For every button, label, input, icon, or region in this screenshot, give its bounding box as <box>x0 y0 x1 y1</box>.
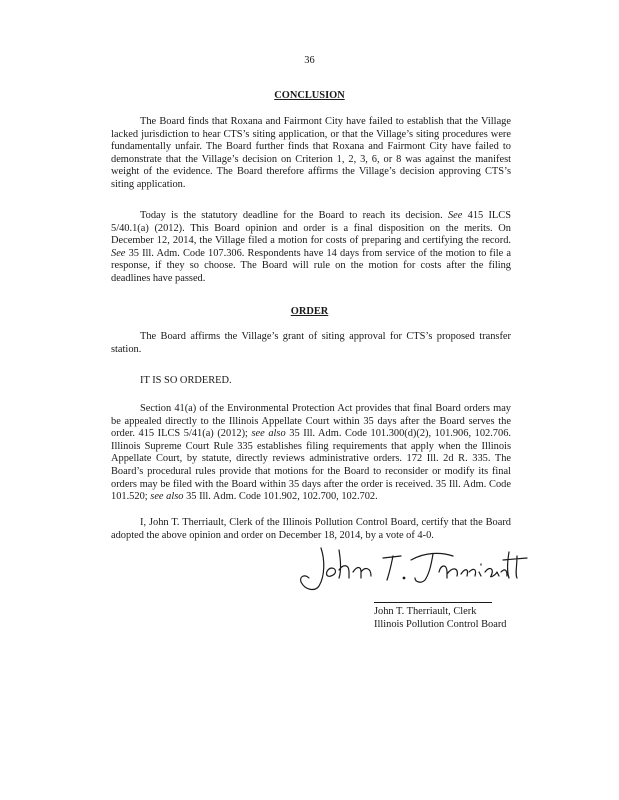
text-run: 415 ILCS 5/40.1(a) (2012). This Board opinion and order is a final disposition on the merits. On December 12, 2014, the Village filed a motion for costs of preparing and certifying the record. <box>111 210 511 247</box>
appeal-paragraph <box>111 403 511 504</box>
text-run: 35 Ill. Adm. Code 107.306. Respondents have 14 days from service of the motion to file a response, if they so choose. The Board will rule on the motion for costs after the filing deadlines have passed. <box>111 247 511 284</box>
text-run: 35 Ill. Adm. Code 101.300(d)(2), 101.906, 102.706. Illinois Supreme Court Rule 335 establishes filing requirements that apply when the Illinois Appellate Court, by statute, directly reviews administrative orders. 172 Ill. 2d R. 335. The Board’s procedural rules provide that motions for the Board to reconsider or modify its final orders may be filed with the Board within 35 days after the order is received. 35 Ill. Adm. Code 101.520; <box>111 428 511 503</box>
signature-line <box>374 602 492 603</box>
conclusion-heading: CONCLUSION <box>274 90 345 101</box>
so-ordered-line: IT IS SO ORDERED. <box>140 375 232 386</box>
conclusion-paragraph-2 <box>111 210 511 286</box>
text-run: 35 Ill. Adm. Code 101.902, 102.700, 102.702. <box>186 491 378 503</box>
certification-paragraph: I, John T. Therriault, Clerk of the Illinois Pollution Control Board, certify that the Board adopted the above opinion and order on December 18, 2014, by a vote of 4-0. <box>111 517 511 541</box>
citation-signal: see also <box>251 428 286 440</box>
signer-name: John T. Therriault, Clerk <box>374 606 477 617</box>
text-run: Today is the statutory deadline for the Board to reach its decision. <box>140 210 443 221</box>
citation-signal: see also <box>150 491 184 503</box>
handwritten-signature <box>291 542 531 594</box>
citation-signal: See <box>111 247 126 259</box>
citation-signal: See <box>447 210 463 221</box>
signer-organization: Illinois Pollution Control Board <box>374 619 507 630</box>
text-run: Section 41(a) of the Environmental Protection Act provides that final Board orders may be appealed directly to the Illinois Appellate Court within 35 days after the Board serves the order. 415 ILCS 5/41(a) (2012); <box>111 403 511 440</box>
conclusion-paragraph-1: The Board finds that Roxana and Fairmont City have failed to establish that the Village lacked jurisdiction to hear CTS’s siting application, or that the Village’s siting procedures were fundamentally unfair. The Board further finds that Roxana and Fairmont City have failed to demonstrate that the Village’s decision on Criterion 1, 2, 3, 6, or 8 was against the manifest weight of the evidence. The Board therefore affirms the Village’s decision approving CTS’s siting application. <box>111 116 511 190</box>
page-number: 36 <box>304 55 315 66</box>
order-heading: ORDER <box>290 306 329 317</box>
order-paragraph-1: The Board affirms the Village’s grant of siting approval for CTS’s proposed transfer station. <box>111 331 511 355</box>
